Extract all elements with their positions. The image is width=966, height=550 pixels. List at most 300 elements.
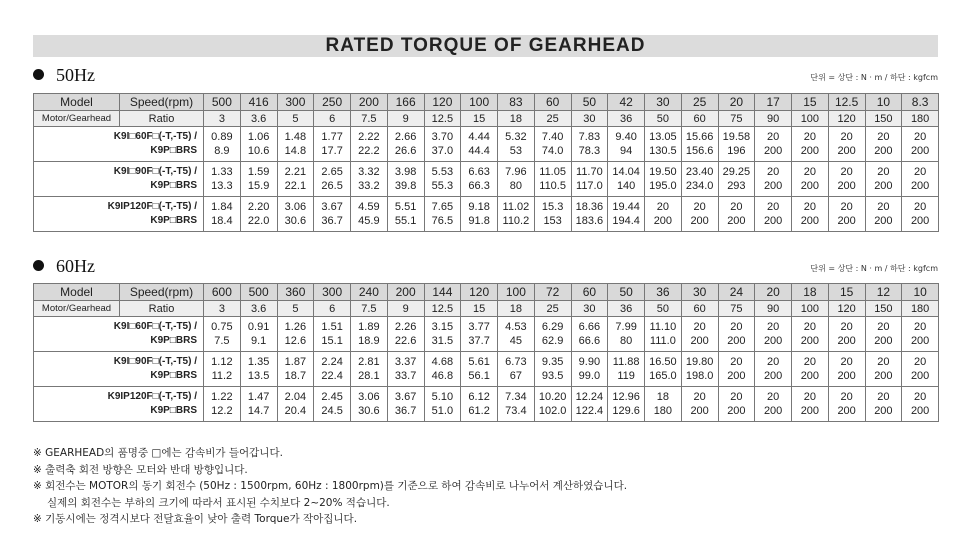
speed-cell: 200 (387, 284, 424, 301)
torque-cell (608, 317, 645, 352)
torque-kgfcm: 195.0 (649, 180, 677, 192)
torque-kgfcm: 200 (763, 405, 783, 417)
torque-kgfcm: 14.7 (247, 405, 270, 417)
speed-header: Speed(rpm) (120, 284, 204, 301)
speed-cell: 12 (865, 284, 902, 301)
torque-cell (828, 162, 865, 197)
torque-kgfcm: 200 (874, 370, 893, 382)
torque-cell (792, 317, 829, 352)
speed-cell: 240 (351, 284, 388, 301)
section-label: 60Hz (56, 256, 95, 276)
torque-nm: 5.61 (468, 356, 490, 368)
torque-nm: 2.45 (321, 391, 343, 403)
torque-cell (792, 352, 829, 387)
torque-kgfcm: 117.0 (576, 180, 603, 192)
torque-kgfcm: 200 (800, 180, 820, 192)
ratio-cell: 7.5 (351, 301, 388, 317)
torque-nm: 11.70 (576, 166, 603, 178)
speed-cell: 10 (865, 94, 902, 111)
torque-cell (534, 317, 571, 352)
torque-cell (902, 197, 939, 232)
torque-kgfcm: 15.1 (321, 335, 343, 347)
ratio-cell: 9 (387, 111, 424, 127)
torque-nm: 18.36 (575, 201, 604, 213)
speed-cell: 300 (314, 284, 351, 301)
torque-cell (828, 127, 865, 162)
torque-cell (351, 387, 388, 422)
torque-nm: 3.06 (358, 391, 380, 403)
unit-note: 단위 = 상단 : N · m / 하단 : kgfcm (810, 73, 938, 82)
torque-cell (571, 127, 608, 162)
torque-kgfcm: 13.5 (247, 370, 270, 382)
torque-kgfcm: 8.9 (214, 145, 230, 157)
ratio-cell: 18 (498, 111, 535, 127)
model-cell (34, 162, 204, 197)
ratio-cell: 50 (645, 111, 682, 127)
ratio-header-row (34, 111, 939, 127)
speed-cell: 100 (498, 284, 535, 301)
speed-cell: 18 (792, 284, 829, 301)
torque-kgfcm: 53 (509, 145, 522, 157)
torque-kgfcm: 200 (837, 405, 856, 417)
torque-cell (424, 387, 461, 422)
torque-kgfcm: 200 (837, 180, 856, 192)
torque-kgfcm: 37.0 (431, 145, 454, 157)
torque-kgfcm: 26.5 (321, 180, 343, 192)
torque-nm: 19.50 (649, 166, 677, 178)
torque-nm: 3.67 (321, 201, 343, 213)
torque-cell (240, 162, 277, 197)
torque-cell (755, 352, 792, 387)
torque-kgfcm: 196 (727, 145, 746, 157)
torque-kgfcm: 200 (653, 215, 673, 227)
torque-kgfcm: 200 (800, 215, 820, 227)
torque-cell (277, 352, 314, 387)
torque-nm: 20 (877, 356, 890, 368)
torque-kgfcm: 102.0 (538, 405, 567, 417)
torque-kgfcm: 200 (727, 215, 746, 227)
section-60hz-header (33, 255, 938, 277)
torque-nm: 1.47 (247, 391, 270, 403)
ratio-cell: 50 (645, 301, 682, 317)
torque-nm: 0.91 (247, 321, 270, 333)
speed-cell: 10 (902, 284, 939, 301)
torque-cell (608, 162, 645, 197)
torque-kgfcm: 111.0 (649, 335, 676, 347)
torque-cell (828, 197, 865, 232)
torque-kgfcm: 110.5 (539, 180, 566, 192)
bullet-icon (33, 260, 44, 271)
torque-nm: 9.40 (615, 131, 637, 143)
model-cell (34, 352, 204, 387)
torque-cell (792, 162, 829, 197)
torque-kgfcm: 51.0 (431, 405, 454, 417)
torque-nm: 20 (730, 356, 743, 368)
model-cell (34, 387, 204, 422)
torque-nm: 6.63 (468, 166, 490, 178)
torque-cell (204, 317, 241, 352)
torque-kgfcm: 22.0 (247, 215, 270, 227)
table-row (34, 387, 939, 422)
table-row (34, 127, 939, 162)
torque-nm: 20 (914, 391, 927, 403)
torque-cell (865, 127, 902, 162)
torque-nm: 1.89 (358, 321, 380, 333)
torque-cell (865, 162, 902, 197)
torque-nm: 7.83 (578, 131, 601, 143)
torque-cell (755, 127, 792, 162)
torque-kgfcm: 200 (763, 370, 783, 382)
torque-kgfcm: 33.2 (358, 180, 380, 192)
torque-nm: 12.24 (575, 391, 604, 403)
torque-kgfcm: 22.1 (284, 180, 307, 192)
table-row (34, 352, 939, 387)
torque-cell (608, 352, 645, 387)
speed-cell: 20 (755, 284, 792, 301)
ratio-cell: 6 (314, 301, 351, 317)
torque-nm: 3.32 (358, 166, 380, 178)
ratio-cell: 9 (387, 301, 424, 317)
torque-nm: 1.48 (284, 131, 307, 143)
ratio-header-row (34, 301, 939, 317)
torque-kgfcm: 30.6 (358, 405, 380, 417)
torque-cell (681, 387, 718, 422)
torque-kgfcm: 200 (874, 145, 893, 157)
torque-kgfcm: 200 (763, 335, 783, 347)
speed-cell: 250 (314, 94, 351, 111)
ratio-cell: 25 (534, 301, 571, 317)
torque-nm: 1.06 (247, 131, 270, 143)
speed-cell: 166 (387, 94, 424, 111)
torque-cell (681, 317, 718, 352)
torque-nm: 2.26 (394, 321, 417, 333)
model-header: Model (34, 284, 120, 301)
torque-nm: 2.65 (321, 166, 343, 178)
torque-nm: 12.96 (612, 391, 640, 403)
torque-nm: 1.26 (284, 321, 307, 333)
torque-kgfcm: 93.5 (541, 370, 564, 382)
torque-cell (314, 387, 351, 422)
torque-cell (902, 162, 939, 197)
model-name: K9I□60F□(-T,-T5) / (113, 321, 197, 332)
ratio-cell: 75 (718, 111, 755, 127)
torque-kgfcm: 200 (800, 370, 820, 382)
torque-nm: 20 (914, 321, 927, 333)
torque-kgfcm: 200 (763, 215, 783, 227)
speed-cell: 36 (645, 284, 682, 301)
ratio-cell: 150 (865, 111, 902, 127)
ratio-cell: 30 (571, 301, 608, 317)
torque-nm: 7.96 (505, 166, 527, 178)
torque-cell (277, 127, 314, 162)
torque-kgfcm: 99.0 (578, 370, 601, 382)
torque-nm: 20 (803, 131, 816, 143)
torque-cell (865, 352, 902, 387)
torque-nm: 20 (914, 201, 927, 213)
section-50hz-header (33, 64, 938, 86)
torque-kgfcm: 94 (620, 145, 633, 157)
torque-kgfcm: 110.2 (502, 215, 530, 227)
torque-nm: 20 (730, 201, 743, 213)
model-name: K9IP120F□(-T,-T5) / (107, 201, 197, 212)
torque-cell (902, 127, 939, 162)
speed-cell: 24 (718, 284, 755, 301)
speed-header-row (34, 94, 939, 111)
torque-cell (461, 387, 498, 422)
torque-kgfcm: 200 (874, 335, 893, 347)
torque-nm: 4.44 (468, 131, 490, 143)
torque-kgfcm: 7.5 (214, 335, 230, 347)
torque-kgfcm: 30.6 (284, 215, 307, 227)
torque-nm: 9.90 (578, 356, 601, 368)
torque-nm: 6.66 (578, 321, 601, 333)
torque-nm: 14.04 (612, 166, 640, 178)
ratio-cell: 25 (534, 111, 571, 127)
torque-cell (792, 197, 829, 232)
torque-cell (387, 127, 424, 162)
torque-kgfcm: 36.7 (321, 215, 343, 227)
torque-nm: 6.29 (541, 321, 564, 333)
torque-cell (608, 127, 645, 162)
torque-nm: 1.84 (211, 201, 233, 213)
torque-cell (424, 162, 461, 197)
torque-cell (351, 162, 388, 197)
torque-cell (571, 317, 608, 352)
ratio-cell: 3 (204, 301, 241, 317)
torque-nm: 1.51 (321, 321, 343, 333)
speed-cell: 17 (755, 94, 792, 111)
ratio-cell: 12.5 (424, 111, 461, 127)
torque-cell (314, 197, 351, 232)
torque-cell (314, 352, 351, 387)
torque-kgfcm: 198.0 (685, 370, 714, 382)
title-bar (33, 35, 938, 57)
torque-nm: 20 (803, 321, 816, 333)
ratio-header: Ratio (120, 111, 204, 127)
torque-nm: 2.24 (321, 356, 343, 368)
torque-nm: 4.59 (358, 201, 380, 213)
speed-cell: 300 (277, 94, 314, 111)
torque-cell (461, 162, 498, 197)
torque-nm: 7.65 (431, 201, 454, 213)
torque-cell (755, 387, 792, 422)
torque-cell (792, 387, 829, 422)
torque-cell (865, 197, 902, 232)
torque-cell (865, 317, 902, 352)
torque-kgfcm: 200 (910, 335, 930, 347)
notes (33, 445, 627, 528)
speed-cell: 500 (240, 284, 277, 301)
torque-nm: 5.32 (505, 131, 527, 143)
table-row (34, 162, 939, 197)
torque-kgfcm: 119 (617, 370, 635, 382)
torque-kgfcm: 9.1 (250, 335, 267, 347)
ratio-cell: 15 (461, 301, 498, 317)
torque-kgfcm: 55.3 (431, 180, 454, 192)
torque-nm: 0.89 (211, 131, 233, 143)
torque-kgfcm: 62.9 (541, 335, 564, 347)
torque-kgfcm: 200 (727, 370, 746, 382)
torque-nm: 20 (840, 391, 853, 403)
torque-cell (351, 317, 388, 352)
torque-table-50hz (33, 93, 939, 232)
ratio-cell: 5 (277, 301, 314, 317)
table-row (34, 197, 939, 232)
torque-nm: 20 (767, 131, 780, 143)
torque-cell (718, 162, 755, 197)
speed-cell: 15 (792, 94, 829, 111)
torque-cell (240, 352, 277, 387)
torque-nm: 3.06 (284, 201, 307, 213)
torque-kgfcm: 200 (690, 405, 709, 417)
torque-kgfcm: 200 (690, 335, 709, 347)
torque-cell (461, 352, 498, 387)
torque-nm: 20 (656, 201, 669, 213)
torque-nm: 15.3 (541, 201, 564, 213)
torque-nm: 20 (840, 131, 853, 143)
torque-kgfcm: 39.8 (394, 180, 417, 192)
torque-nm: 20 (914, 166, 927, 178)
torque-nm: 11.05 (539, 166, 566, 178)
torque-kgfcm: 200 (763, 180, 783, 192)
torque-kgfcm: 36.7 (394, 405, 417, 417)
torque-nm: 20 (877, 166, 890, 178)
torque-nm: 20 (693, 321, 706, 333)
torque-cell (718, 127, 755, 162)
torque-nm: 20 (914, 131, 927, 143)
torque-nm: 5.51 (394, 201, 417, 213)
torque-kgfcm: 200 (874, 180, 893, 192)
model-name: K9I□60F□(-T,-T5) / (113, 131, 197, 142)
speed-cell: 200 (351, 94, 388, 111)
ratio-cell: 120 (828, 111, 865, 127)
torque-nm: 4.68 (431, 356, 454, 368)
torque-cell (351, 352, 388, 387)
torque-cell (534, 197, 571, 232)
ratio-cell: 15 (461, 111, 498, 127)
torque-kgfcm: 74.0 (541, 145, 564, 157)
torque-kgfcm: 45 (509, 335, 522, 347)
torque-nm: 20 (840, 356, 853, 368)
speed-cell: 30 (645, 94, 682, 111)
torque-cell (204, 127, 241, 162)
model-name: K9IP120F□(-T,-T5) / (107, 391, 197, 402)
torque-nm: 20 (693, 391, 706, 403)
torque-cell (681, 197, 718, 232)
bullet-icon (33, 69, 44, 80)
torque-cell (498, 127, 535, 162)
torque-cell (240, 317, 277, 352)
torque-nm: 1.33 (211, 166, 233, 178)
ratio-cell: 18 (498, 301, 535, 317)
torque-cell (755, 162, 792, 197)
torque-cell (277, 162, 314, 197)
torque-cell (792, 127, 829, 162)
torque-cell (204, 352, 241, 387)
torque-cell (461, 317, 498, 352)
gearhead-name: K9P□BRS (150, 405, 197, 416)
torque-kgfcm: 12.6 (284, 335, 307, 347)
gearhead-name: K9P□BRS (150, 180, 197, 191)
torque-nm: 20 (840, 201, 853, 213)
torque-cell (571, 162, 608, 197)
speed-cell: 500 (204, 94, 241, 111)
torque-kgfcm: 183.6 (575, 215, 604, 227)
torque-cell (314, 162, 351, 197)
torque-kgfcm: 200 (910, 405, 930, 417)
torque-cell (718, 352, 755, 387)
model-cell (34, 197, 204, 232)
torque-kgfcm: 194.4 (612, 215, 640, 227)
torque-kgfcm: 10.6 (247, 145, 270, 157)
speed-header-row (34, 284, 939, 301)
torque-kgfcm: 46.8 (431, 370, 454, 382)
torque-kgfcm: 200 (910, 215, 930, 227)
torque-cell (755, 197, 792, 232)
note-line: ※ GEARHEAD의 품명중 □에는 감속비가 들어갑니다. (33, 447, 283, 459)
torque-nm: 9.35 (541, 356, 564, 368)
torque-kgfcm: 200 (800, 145, 820, 157)
motor-gearhead-header: Motor/Gearhead (34, 111, 120, 127)
ratio-cell: 75 (718, 301, 755, 317)
torque-nm: 1.77 (321, 131, 343, 143)
speed-cell: 42 (608, 94, 645, 111)
ratio-cell: 90 (755, 301, 792, 317)
torque-nm: 20 (730, 391, 743, 403)
ratio-cell: 7.5 (351, 111, 388, 127)
torque-cell (240, 197, 277, 232)
torque-nm: 1.87 (284, 356, 307, 368)
torque-kgfcm: 22.4 (321, 370, 343, 382)
ratio-cell: 60 (681, 301, 718, 317)
speed-cell: 30 (681, 284, 718, 301)
motor-gearhead-header: Motor/Gearhead (34, 301, 120, 317)
torque-cell (424, 352, 461, 387)
torque-nm: 29.25 (722, 166, 751, 178)
torque-nm: 2.81 (358, 356, 380, 368)
ratio-header: Ratio (120, 301, 204, 317)
torque-kgfcm: 20.4 (284, 405, 307, 417)
torque-cell (461, 197, 498, 232)
torque-nm: 3.67 (394, 391, 417, 403)
torque-kgfcm: 26.6 (394, 145, 417, 157)
torque-cell (571, 197, 608, 232)
torque-nm: 1.59 (247, 166, 270, 178)
speed-cell: 25 (681, 94, 718, 111)
torque-kgfcm: 18.9 (358, 335, 380, 347)
note-line: ※ 회전수는 MOTOR의 동기 회전수 (50Hz : 1500rpm, 60Hz : 1800rpm)를 기준으로 하여 감속비로 나누어서 계산하였습니다. (33, 480, 628, 492)
torque-cell (645, 127, 682, 162)
torque-kgfcm: 200 (874, 405, 893, 417)
torque-nm: 11.10 (649, 321, 677, 333)
torque-kgfcm: 33.7 (394, 370, 417, 382)
note-line: ※ 출력축 회전 방향은 모터와 반대 방향입니다. (33, 463, 248, 476)
torque-kgfcm: 66.3 (468, 180, 490, 192)
ratio-cell: 180 (902, 301, 939, 317)
torque-kgfcm: 122.4 (575, 405, 604, 417)
speed-cell: 100 (461, 94, 498, 111)
torque-nm: 7.40 (541, 131, 564, 143)
torque-kgfcm: 200 (910, 180, 930, 192)
ratio-cell: 120 (828, 301, 865, 317)
torque-cell (534, 352, 571, 387)
torque-kgfcm: 44.4 (468, 145, 490, 157)
torque-kgfcm: 24.5 (321, 405, 343, 417)
torque-kgfcm: 165.0 (649, 370, 677, 382)
torque-cell (828, 352, 865, 387)
torque-nm: 2.20 (247, 201, 270, 213)
ratio-cell: 100 (792, 301, 829, 317)
